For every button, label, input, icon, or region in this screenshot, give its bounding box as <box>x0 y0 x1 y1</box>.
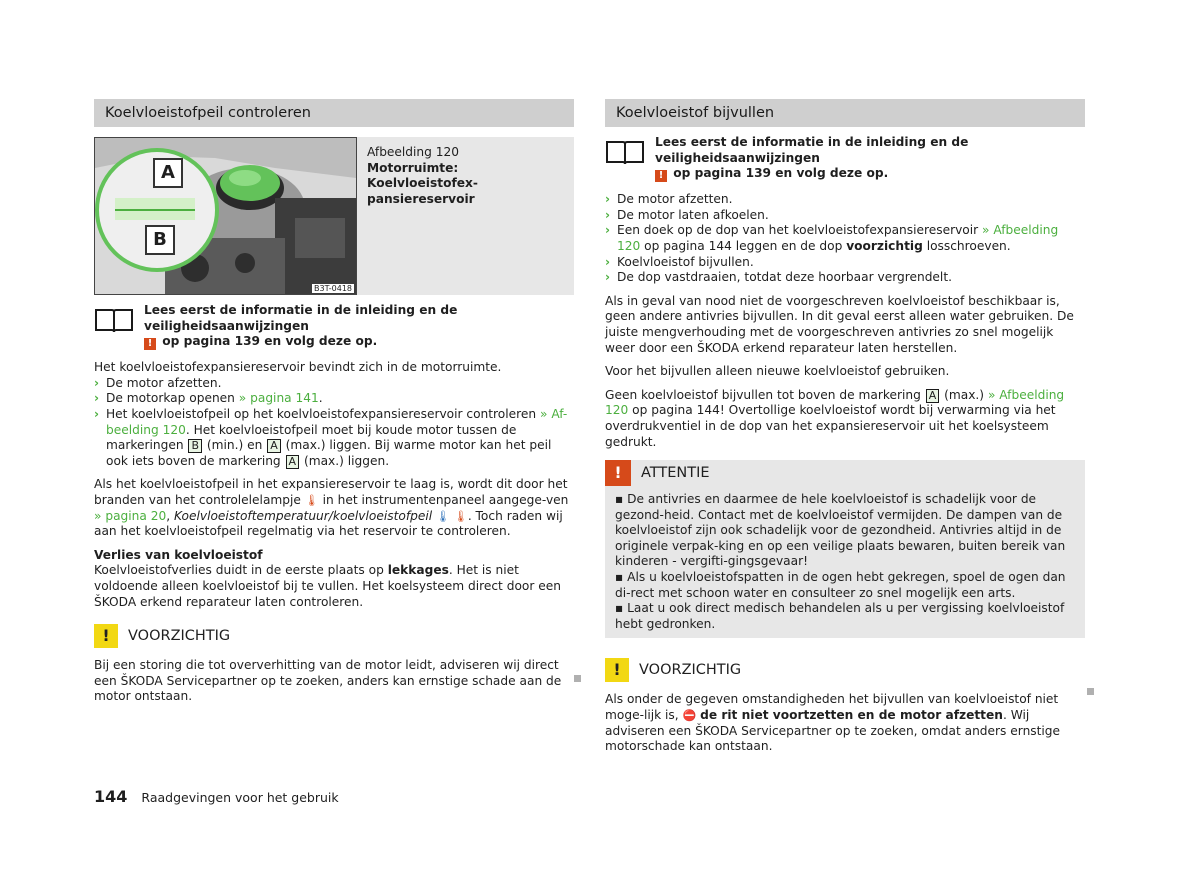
caution-icon: ! <box>94 624 118 648</box>
figure-caption <box>357 137 574 295</box>
new-coolant-paragraph: Voor het bijvullen alleen nieuwe koelvloeistof gebruiken. <box>605 364 950 379</box>
coolant-light-paragraph: Als het koelvloeistofpeil in het expansiereservoir te laag is, wordt dit door het branden van het controlelelampje 🌡 in het instrumentenpaneel aangege-ven » pagina 20, Koelvloeistoftemperatuur/koelvloeistofpeil 🌡 🌡. Toch raden wij aan het koelvloeistofpeil regelmatig via het reservoir te controleren. <box>94 477 569 539</box>
read-first-line2: op pagina 139 en volg deze op. <box>673 166 889 181</box>
list-item: › De motor laten afkoelen. <box>605 207 769 222</box>
stop-icon: ⛔ <box>682 709 697 723</box>
section-heading: Koelvloeistof bijvullen <box>605 99 1085 127</box>
attention-header <box>605 460 1085 486</box>
end-marker <box>1087 688 1094 695</box>
caution-title: VOORZICHTIG <box>639 662 742 679</box>
arrow-icon: › <box>94 375 100 390</box>
list-item <box>94 391 574 407</box>
arrow-icon: › <box>605 207 611 222</box>
caution-icon: ! <box>605 658 629 682</box>
list-item-text: . <box>318 391 323 406</box>
figure-120 <box>94 137 574 295</box>
list-item-text: De motorkap openen <box>106 391 235 406</box>
list-item: › De dop vastdraaien, totdat deze hoorbaar vergrendelt. <box>605 270 952 285</box>
engine-illustration <box>95 138 356 294</box>
figure-title: Motorruimte: Koelvloeistofex-pansiereservoir <box>367 160 478 206</box>
read-first-note <box>605 135 1085 182</box>
warning-excl-icon: ! <box>655 170 667 182</box>
list-item-text: . Het koelvloeistofpeil moet bij koude motor tussen de markeringen <box>106 422 517 453</box>
arrow-icon: › <box>605 192 611 207</box>
list-item <box>94 376 574 392</box>
attention-item: ▪ De antivries en daarmee de hele koelvloeistof is schadelijk voor de gezond-heid. Contact met de koelvloeistof vermijden. De dampen van de koelvloeistof zijn ook schadelijk voor de gezondheid. Antivries altijd in de originele verpak-king en op een veilige plaats bewaren, buiten bereik van kinderen - vergifti-gingsgevaar! <box>615 492 1066 569</box>
warning-excl-icon: ! <box>144 338 156 350</box>
attention-item: ▪ Laat u ook direct medisch behandelen als u per vergissing koelvloeistof hebt gedronken. <box>615 601 1065 631</box>
caution-text: Als onder de gegeven omstandigheden het bijvullen van koelvloeistof niet moge-lijk is, ⛔ de rit niet voortzetten en de motor afzetten. Wij adviseren een ŠKODA Servicepartner op te zoeken, omdat anders ernstige motorschade kan ontstaan. <box>605 692 1061 754</box>
attention-title: ATTENTIE <box>641 465 710 482</box>
marker-a-box: A <box>267 439 281 453</box>
list-item: › Koelvloeistof bijvullen. <box>605 254 754 269</box>
figure-number: Afbeelding 120 <box>367 145 460 159</box>
marker-a-box: A <box>926 389 940 403</box>
figure-link[interactable]: » Af-beelding 120 <box>106 406 568 437</box>
figure-link[interactable]: » Afbeelding 120 <box>605 387 1065 418</box>
caution-title: VOORZICHTIG <box>128 628 231 645</box>
caution-text: Bij een storing die tot oververhitting van de motor leidt, adviseren wij direct een ŠKODA Servicepartner op te zoeken, anders kan ernstige schade aan de motor ontstaan. <box>94 658 562 704</box>
attention-box <box>605 460 1085 638</box>
marker-a-box: A <box>286 455 300 469</box>
list-item-text: De motor afzetten. <box>106 375 222 390</box>
section-heading: Koelvloeistofpeil controleren <box>94 99 574 127</box>
book-icon <box>605 138 645 166</box>
arrow-icon: › <box>94 406 100 421</box>
caution-header <box>94 624 574 648</box>
book-icon <box>94 306 134 334</box>
caution-header <box>605 658 1085 682</box>
figure-code: B3T-0418 <box>314 284 352 293</box>
coolant-warning-icon: 🌡 <box>453 509 468 523</box>
left-column <box>94 99 574 705</box>
coolant-loss-paragraph: Koelvloeistofverlies duidt in de eerste plaats op lekkages. Het is niet voldoende alleen koelvloeistof bij te vullen. Het koelsysteem direct door een ŠKODA erkend reparateur laten controleren. <box>94 563 561 609</box>
arrow-icon: › <box>605 223 611 238</box>
list-item-text: (max.) liggen. <box>303 453 390 468</box>
read-first-line1: Lees eerst de informatie in de inleiding en de veiligheidsaanwijzingen <box>655 135 969 165</box>
page-link[interactable]: » pagina 20 <box>94 508 167 523</box>
intro-paragraph: Het koelvloeistofexpansiereservoir bevindt zich in de motorruimte. <box>94 360 502 375</box>
read-first-note <box>94 303 574 350</box>
coolant-warning-icon: 🌡 <box>304 493 319 507</box>
page-number: 144 <box>94 787 128 806</box>
end-marker <box>574 675 581 682</box>
read-first-line2: op pagina 139 en volg deze op. <box>162 334 378 349</box>
attention-item: ▪ Als u koelvloeistofspatten in de ogen hebt gekregen, spoel de ogen dan di-rect met schoon water en consulteer zo snel mogelijk een arts. <box>615 570 1066 600</box>
list-item: › Een doek op de dop van het koelvloeistofexpansiereservoir » Afbeelding 120 op pagina 144 leggen en de dop voorzichtig losschroeven. <box>605 223 1059 253</box>
list-item-text: (max.) liggen. Bij warme motor kan het peil ook iets boven de markering <box>106 438 552 468</box>
page-link[interactable]: » pagina 141 <box>238 391 319 406</box>
subheading: Verlies van koelvloeistof <box>94 547 263 562</box>
attention-body <box>605 486 1085 632</box>
arrow-icon: › <box>605 254 611 269</box>
list-item-text: Het koelvloeistofpeil op het koelvloeistofexpansiereservoir controleren <box>106 406 537 421</box>
right-column <box>605 99 1085 755</box>
page-footer <box>94 787 339 806</box>
marker-a-label: A <box>153 158 183 188</box>
marker-b-label: B <box>145 225 175 255</box>
read-first-line1: Lees eerst de informatie in de inleiding en de veiligheidsaanwijzingen <box>144 303 458 333</box>
overfill-paragraph: Geen koelvloeistof bijvullen tot boven de markering A (max.) » Afbeelding 120 op pagina 144! Overtollige koelvloeistof wordt bij verwarming via het overdrukventiel in de dop van het expansiereservoir uit het koelsysteem gedrukt. <box>605 387 1065 449</box>
marker-b-box: B <box>188 439 202 453</box>
arrow-icon: › <box>605 270 611 285</box>
engine-bay-image <box>94 137 357 295</box>
coolant-temp-icon: 🌡 <box>436 509 450 523</box>
list-item: › De motor afzetten. <box>605 192 733 207</box>
list-item-text: (min.) en <box>206 438 263 453</box>
figure-link[interactable]: » Afbeelding 120 <box>617 223 1059 253</box>
arrow-icon: › <box>94 391 100 406</box>
list-item <box>94 407 574 469</box>
attention-icon: ! <box>605 460 631 486</box>
footer-title: Raadgevingen voor het gebruik <box>141 790 339 805</box>
emergency-paragraph: Als in geval van nood niet de voorgeschreven koelvloeistof beschikbaar is, geen andere antivries bijvullen. In dit geval eerst alleen water gebruiken. De juiste mengverhouding met de voorgeschreven antivries zo snel mogelijk weer door een ŠKODA erkend reparateur laten herstellen. <box>605 293 1074 355</box>
